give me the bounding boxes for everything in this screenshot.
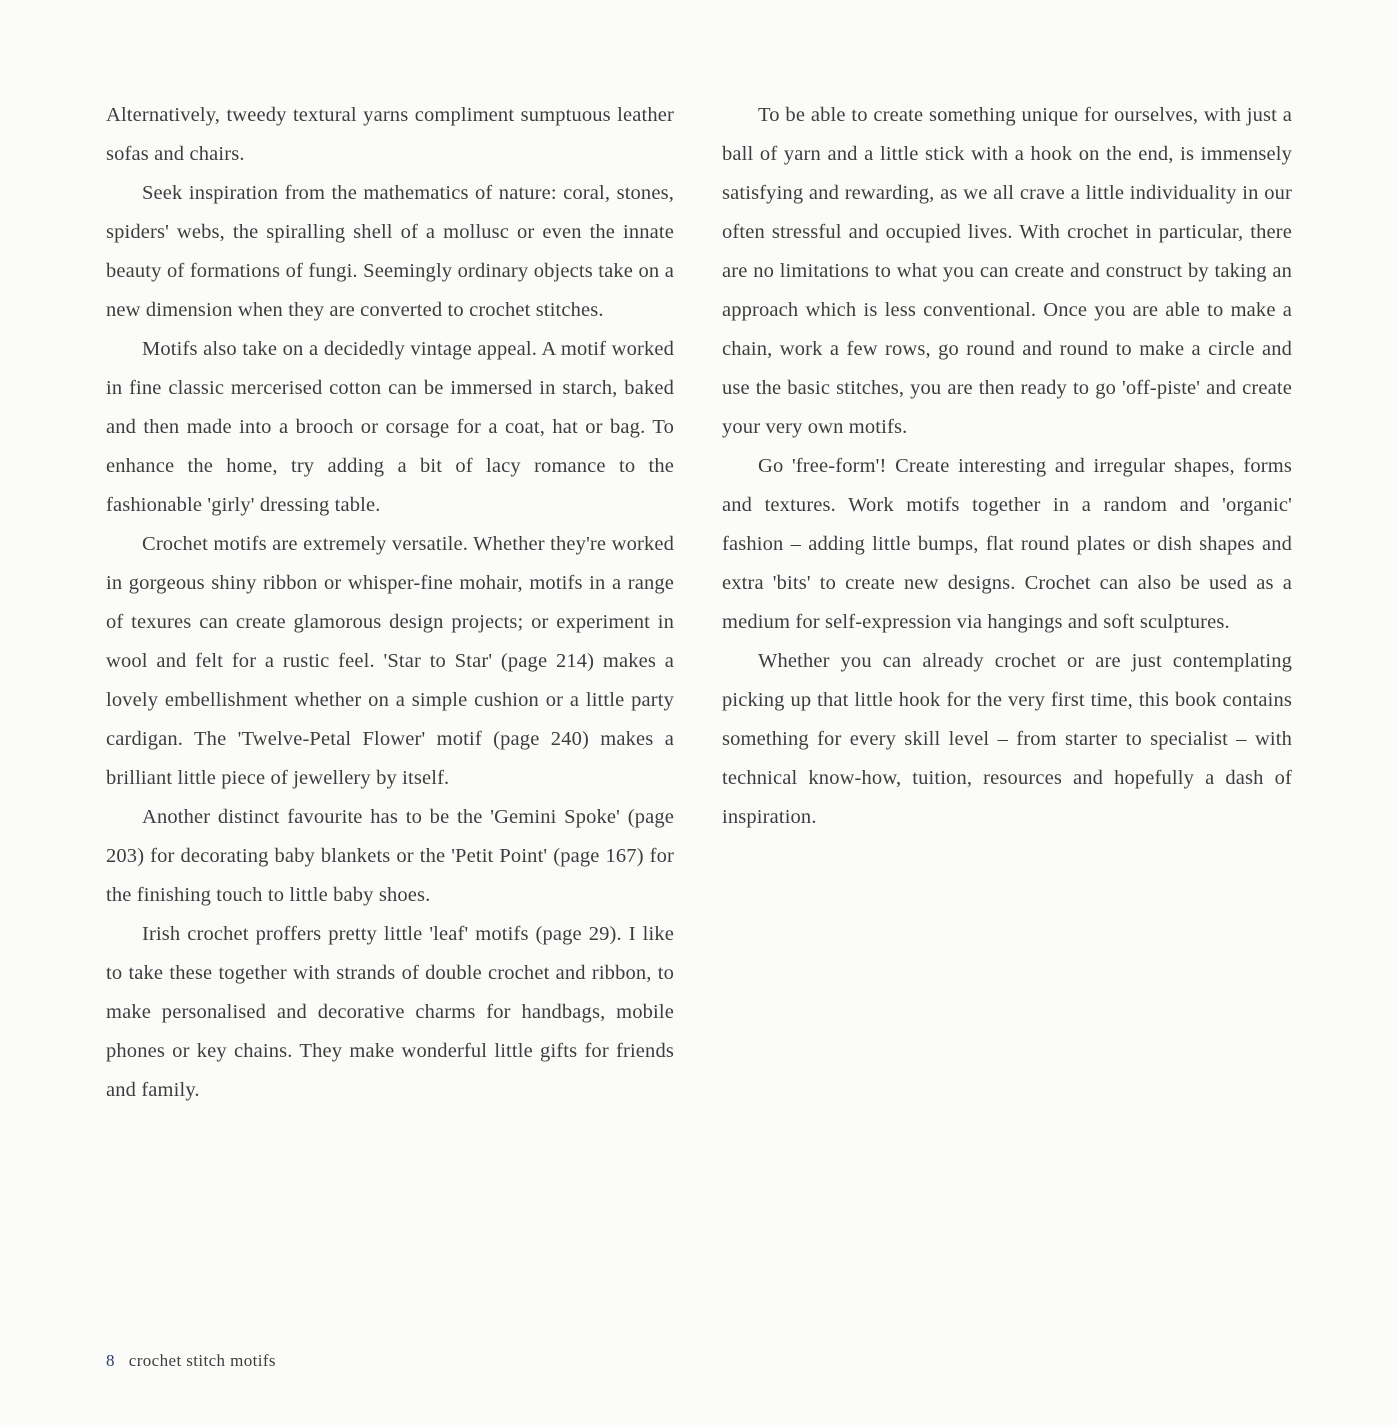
paragraph: To be able to create something unique for ourselves, with just a ball of yarn and a little stick with a hook on the end, is immensely satisfying and rewarding, as we all crave a little individuality in our often stressful and occupied lives. With crochet in particular, there are no limitations to what you can create and construct by taking an approach which is less conventional. Once you are able to make a chain, work a few rows, go round and round to make a circle and use the basic stitches, you are then ready to go 'off-piste' and create your very own motifs. [722,104,1292,438]
paragraph: Another distinct favourite has to be the 'Gemini Spoke' (page 203) for decorating baby blankets or the 'Petit Point' (page 167) for the finishing touch to little baby shoes. [106,806,674,906]
paragraph: Crochet motifs are extremely versatile. Whether they're worked in gorgeous shiny ribbon or whisper-fine mohair, motifs in a range of texures can create glamorous design projects; or experiment in wool and felt for a rustic feel. 'Star to Star' (page 214) makes a lovely embellishment whether on a simple cushion or a little party cardigan. The 'Twelve-Petal Flower' motif (page 240) makes a brilliant little piece of jewellery by itself. [106,533,674,789]
page-number: 8 [106,1351,115,1370]
running-title: crochet stitch motifs [128,1351,276,1370]
paragraph: Motifs also take on a decidedly vintage appeal. A motif worked in fine classic mercerised cotton can be immersed in starch, baked and then made into a brooch or corsage for a coat, hat or bag. To enhance the home, try adding a bit of lacy romance to the fashionable 'girly' dressing table. [106,338,674,516]
left-text-column [106,96,674,1110]
paragraph: Alternatively, tweedy textural yarns compliment sumptuous leather sofas and chairs. [106,104,674,165]
right-text-column [722,96,1292,837]
paragraph: Seek inspiration from the mathematics of nature: coral, stones, spiders' webs, the spiralling shell of a mollusc or even the innate beauty of formations of fungi. Seemingly ordinary objects take on a new dimension when they are converted to crochet stitches. [106,182,674,321]
paragraph: Irish crochet proffers pretty little 'leaf' motifs (page 29). I like to take these together with strands of double crochet and ribbon, to make personalised and decorative charms for handbags, mobile phones or key chains. They make wonderful little gifts for friends and family. [106,923,674,1101]
page-footer [106,1347,276,1375]
paragraph: Whether you can already crochet or are just contemplating picking up that little hook for the very first time, this book contains something for every skill level – from starter to specialist – with technical know-how, tuition, resources and hopefully a dash of inspiration. [722,650,1292,828]
paragraph: Go 'free-form'! Create interesting and irregular shapes, forms and textures. Work motifs together in a random and 'organic' fashion – adding little bumps, flat round plates or dish shapes and extra 'bits' to create new designs. Crochet can also be used as a medium for self-expression via hangings and soft sculptures. [722,455,1292,633]
